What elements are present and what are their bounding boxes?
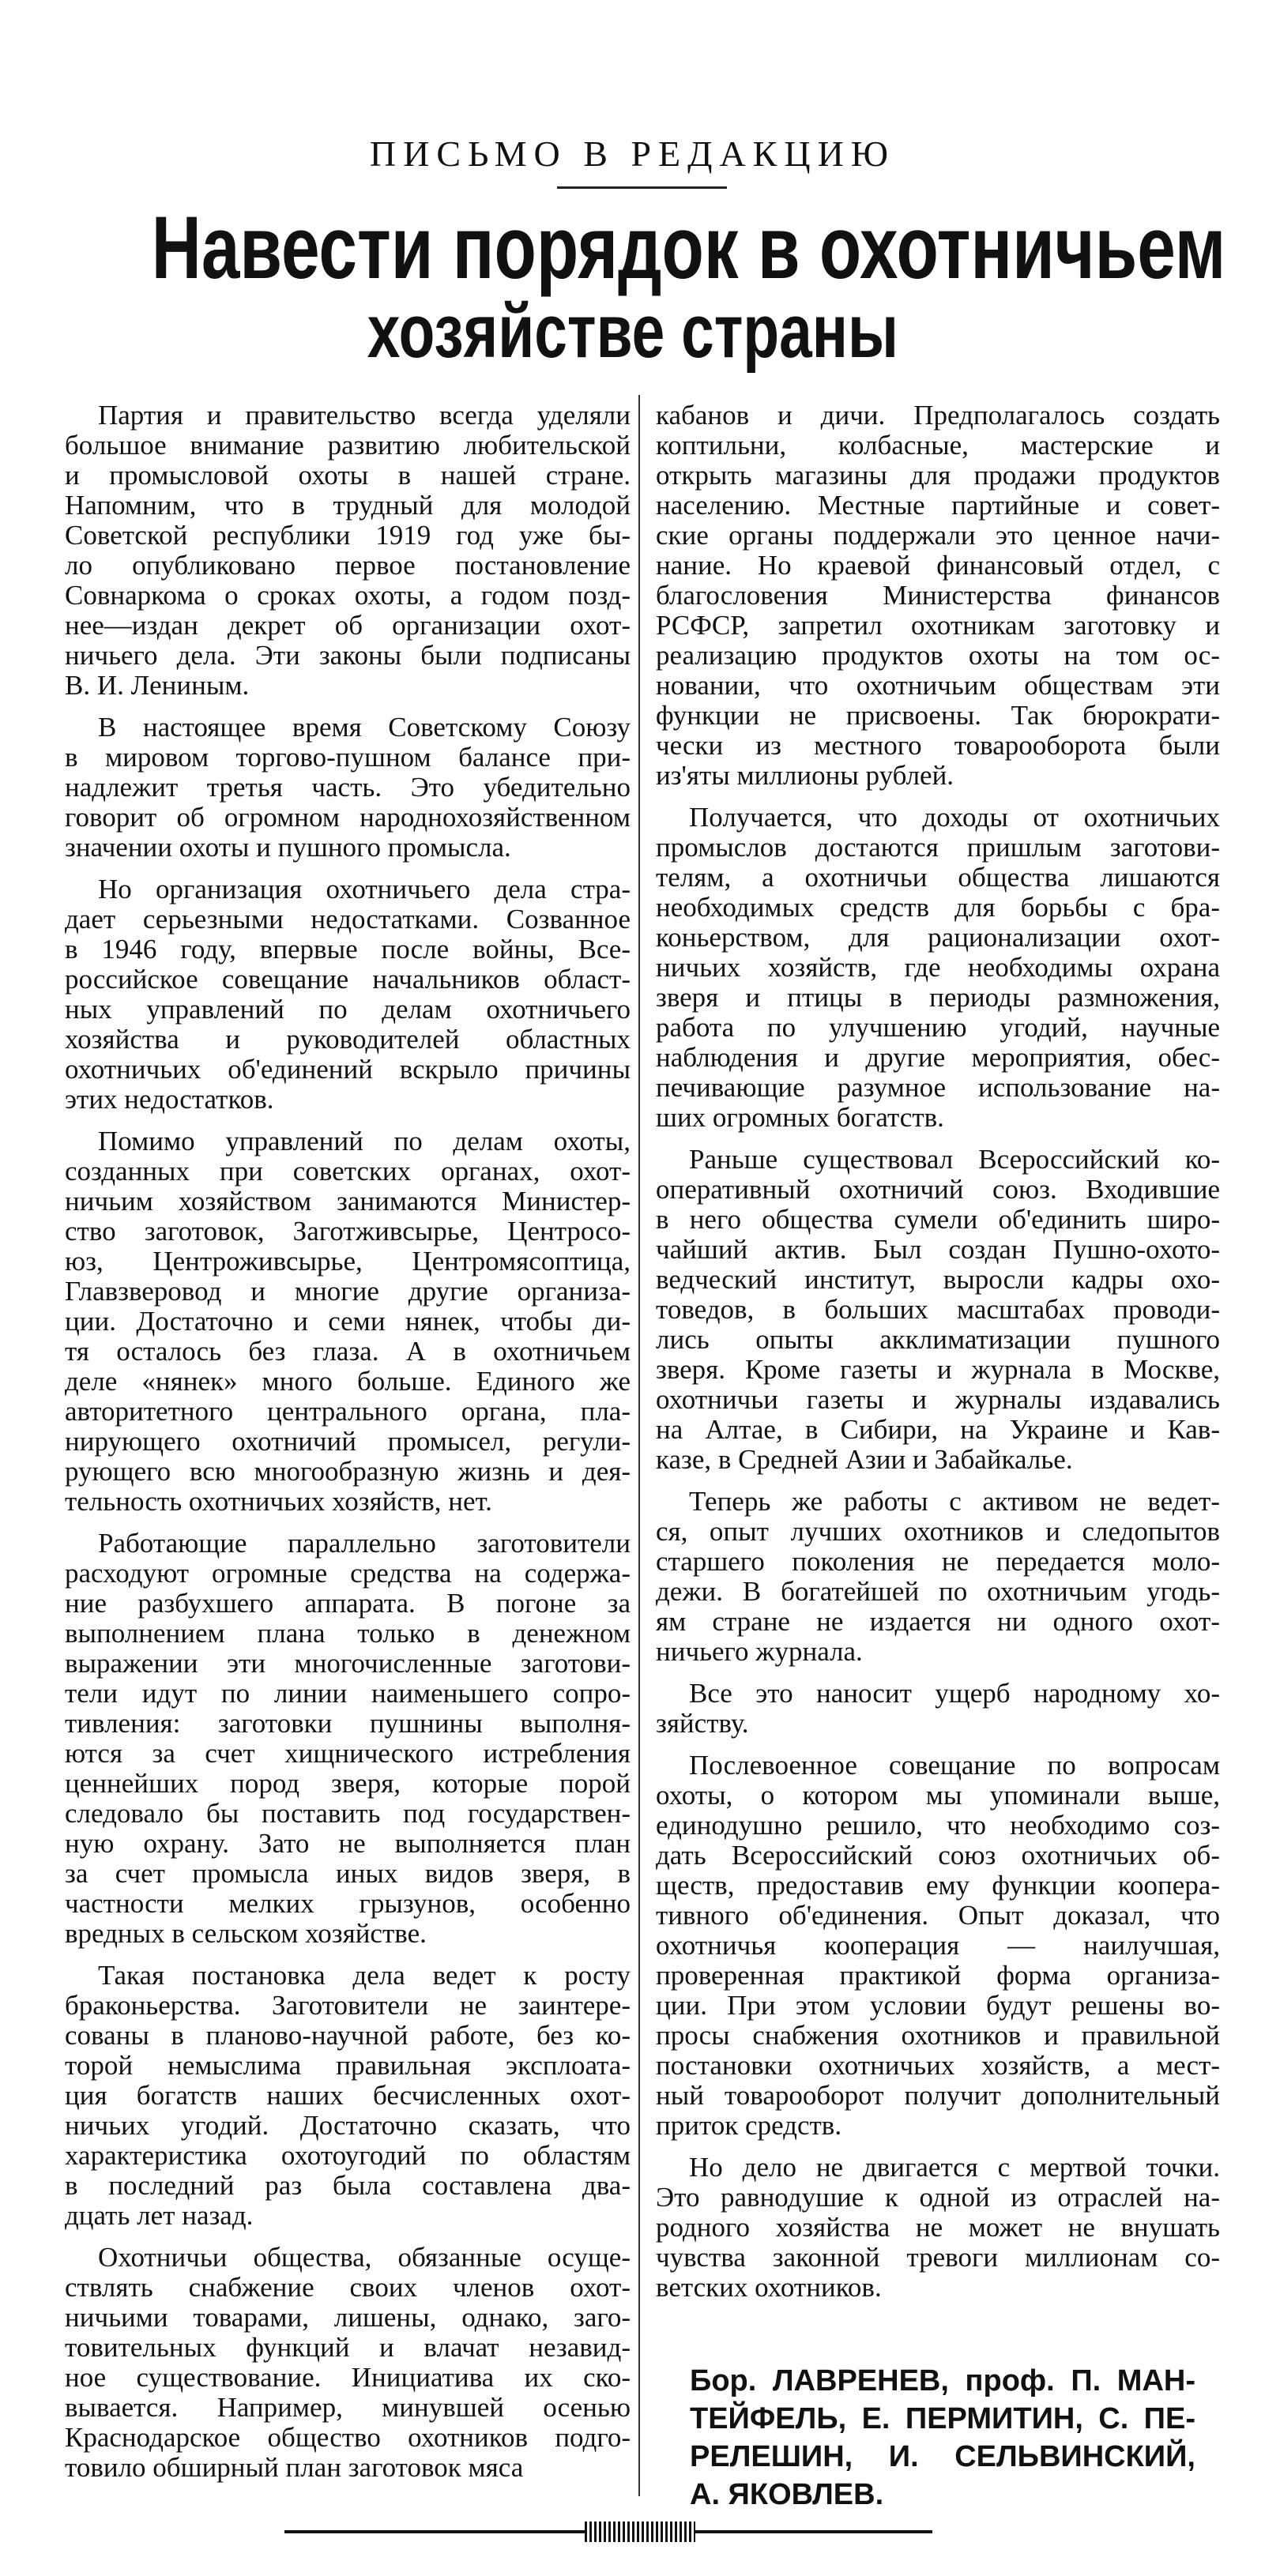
paragraph (65, 874, 631, 1115)
text-line: Все это наносит ущерб народному хо- (689, 1679, 1220, 1709)
column-divider (638, 395, 640, 2496)
text-line: Раньше существовал Всероссийский ко- (689, 1145, 1220, 1175)
text-line: в 1946 году, впервые после войны, Все- (65, 935, 631, 965)
headline-text: хозяйстве страны (367, 289, 898, 374)
text-line: Послевоенное совещание по вопросам (689, 1751, 1220, 1781)
text-line: просы снабжения охотников и правильной (656, 2021, 1220, 2051)
text-line: ся, опыт лучших охотников и следопытов (656, 1517, 1220, 1547)
text-line: охотничьи газеты и журналы издавались (656, 1385, 1220, 1415)
text-line: браконьерства. Заготовители не заинтере- (65, 1991, 631, 2021)
paragraph (656, 1487, 1220, 1667)
text-line: коптильни, колбасные, мастерские и (656, 431, 1220, 461)
text-line: функции не присвоены. Так бюрократи- (656, 701, 1220, 731)
paragraph (65, 1529, 631, 1949)
text-line: товедов, в больших масштабах проводи- (656, 1295, 1220, 1325)
text-line: печивающие разумное использование на- (656, 1073, 1220, 1103)
text-line: следовало бы поставить под государствен- (65, 1799, 631, 1829)
headline-line-2 (0, 289, 1265, 374)
text-line: коньерством, для рационализации охот- (656, 923, 1220, 953)
text-line: характеристика охотоугодий по областям (65, 2141, 631, 2171)
text-line: необходимых средств для борьбы с бра- (656, 893, 1220, 923)
text-line: лись опыты акклиматизации пушного (656, 1325, 1220, 1355)
text-line: реализацию продуктов охоты на том ос- (656, 641, 1220, 671)
text-line: Теперь же работы с активом не ведет- (689, 1487, 1220, 1517)
text-line: зверя и птицы в периоды размножения, (656, 983, 1220, 1013)
text-line: охотничья кооперация — наилучшая, (656, 1931, 1220, 1961)
text-line: тивного об'единения. Опыт доказал, что (656, 1901, 1220, 1931)
text-line: в него общества сумели об'единить широ- (656, 1205, 1220, 1235)
text-line: ценнейших пород зверя, которые порой (65, 1769, 631, 1799)
text-line: товило обширный план заготовок мяса (65, 2453, 524, 2483)
text-line: ствлять снабжение своих членов охот- (65, 2273, 631, 2303)
signature-line: ТЕЙФЕЛЬ, Е. ПЕРМИТИН, С. ПЕ- (690, 2402, 1195, 2435)
text-line: проверенная практикой форма организа- (656, 1961, 1220, 1991)
paragraph (65, 2243, 631, 2483)
text-line: ное существование. Инициатива их ско- (65, 2363, 631, 2393)
text-line: ничьих угодий. Достаточно сказать, что (65, 2111, 631, 2141)
article-column-left (65, 401, 631, 2495)
text-line: частности мелких грызунов, особенно (65, 1889, 631, 1919)
text-line: дать Всероссийский союз охотничьих об- (656, 1841, 1220, 1871)
text-line: ции. При этом условии будут решены во- (656, 1991, 1220, 2021)
paragraph (65, 713, 631, 863)
text-line: старшего поколения не передается моло- (656, 1547, 1220, 1577)
text-line: ничьим хозяйством занимаются Министер- (65, 1186, 631, 1217)
paragraph (65, 401, 631, 701)
text-line: чайший актив. Был создан Пушно-охото- (656, 1235, 1220, 1265)
text-line: нее—издан декрет об организации охот- (65, 611, 631, 641)
text-line: нирующего охотничий промысел, регули- (65, 1427, 631, 1457)
text-line: казе, в Средней Азии и Забайкалье. (656, 1445, 1073, 1475)
text-line: созданных при советских органах, охот- (65, 1156, 631, 1186)
text-line: Помимо управлений по делам охоты, (98, 1126, 631, 1156)
text-line: тели идут по линии наименьшего сопро- (65, 1679, 631, 1709)
text-line: торой немыслима правильная эксплоата- (65, 2051, 631, 2081)
text-line: ние разбухшего аппарата. В погоне за (65, 1589, 631, 1619)
text-line: ются за счет хищнического истребления (65, 1739, 631, 1769)
paragraph (656, 1145, 1220, 1475)
text-line: дает серьезными недостатками. Созванное (65, 904, 631, 935)
text-line: вредных в сельском хозяйстве. (65, 1919, 427, 1949)
text-line: тя осталось без глаза. А в охотничьем (65, 1337, 631, 1367)
text-line: ям стране не издается ни одного охот- (656, 1607, 1220, 1637)
text-line: благословения Министерства финансов (656, 581, 1220, 611)
text-line: ших огромных богатств. (656, 1103, 944, 1133)
text-line: российское совещание начальников област- (65, 965, 631, 995)
text-line: выполнением плана только в денежном (65, 1619, 631, 1649)
text-line: В. И. Лениным. (65, 671, 250, 701)
text-line: промыслов достаются пришлым заготови- (656, 833, 1220, 863)
paragraph (65, 1961, 631, 2231)
rubric-rule (557, 186, 727, 189)
text-line: единодушно решило, что необходимо соз- (656, 1811, 1220, 1841)
text-line: Главзверовод и многие другие организа- (65, 1277, 631, 1307)
text-line: чувства законной тревоги миллионам со- (656, 2243, 1220, 2273)
text-line: Но дело не двигается с мертвой точки. (689, 2153, 1220, 2183)
text-line: надлежит третья часть. Это убедительно (65, 773, 631, 803)
text-line: рующего всю многообразную жизнь и дея- (65, 1457, 631, 1487)
text-line: и промысловой охоты в нашей стране. (65, 461, 631, 491)
text-line: Такая постановка дела ведет к росту (98, 1961, 631, 1991)
text-line: работа по улучшению угодий, научные (656, 1013, 1220, 1043)
text-line: В настоящее время Советскому Союзу (98, 713, 631, 743)
text-line: большое внимание развитию любительской (65, 431, 631, 461)
paragraph (656, 1751, 1220, 2141)
text-line: Получается, что доходы от охотничьих (689, 803, 1220, 833)
text-line: Краснодарское общество охотников подго- (65, 2423, 631, 2453)
text-line: РСФСР, запретил охотникам заготовку и (656, 611, 1220, 641)
text-line: Это равнодушие к одной из отраслей на- (656, 2183, 1220, 2213)
text-line: родного хозяйства не может не внушать (656, 2213, 1220, 2243)
text-line: охоты, о котором мы упоминали выше, (656, 1781, 1220, 1811)
text-line: нание. Но краевой финансовый отдел, с (656, 551, 1220, 581)
text-line: кабанов и дичи. Предполагалось создать (656, 401, 1220, 431)
text-line: чески из местного товарооборота были (656, 731, 1220, 761)
text-line: на Алтае, в Сибири, на Украине и Кав- (656, 1415, 1220, 1445)
text-line: этих недостатков. (65, 1085, 274, 1115)
text-line: ничьих хозяйств, где необходимы охрана (656, 953, 1220, 983)
text-line: в мировом торгово-пушном балансе при- (65, 743, 631, 773)
text-line: из'яты миллионы рублей. (656, 761, 954, 791)
text-line: ных управлений по делам охотничьего (65, 995, 631, 1025)
text-line: ство заготовок, Заготживсырье, Центросо- (65, 1217, 631, 1247)
text-line: тивления: заготовки пушнины выполня- (65, 1709, 631, 1739)
headline-text: Навести порядок в охотничьем (151, 198, 1226, 297)
text-line: Советской республики 1919 год уже бы- (65, 521, 631, 551)
text-line: ществ, предоставив ему функции коопера- (656, 1871, 1220, 1901)
text-line: открыть магазины для продажи продуктов (656, 461, 1220, 491)
text-line: зяйству. (656, 1709, 749, 1739)
text-line: хозяйства и руководителей областных (65, 1025, 631, 1055)
signature-line: Бор. ЛАВРЕНЕВ, проф. П. МАН- (690, 2364, 1195, 2397)
text-line: ный товарооборот получит дополнительный (656, 2081, 1220, 2111)
text-line: ную охрану. Зато не выполняется план (65, 1829, 631, 1859)
text-line: говорит об огромном народнохозяйственном (65, 803, 631, 833)
text-line: новании, что охотничьим обществам эти (656, 671, 1220, 701)
paragraph (656, 803, 1220, 1133)
text-line: дцать лет назад. (65, 2201, 254, 2231)
text-line: юз, Центроживсырье, Центромясоптица, (65, 1247, 631, 1277)
text-line: Работающие параллельно заготовители (98, 1529, 631, 1559)
signature-line: РЕЛЕШИН, И. СЕЛЬВИНСКИЙ, (690, 2440, 1195, 2473)
text-line: Но организация охотничьего дела стра- (98, 874, 631, 904)
rubric-heading: ПИСЬМО В РЕДАКЦИЮ (369, 134, 896, 174)
text-line: ция богатств наших бесчисленных охот- (65, 2081, 631, 2111)
text-line: Напомним, что в трудный для молодой (65, 491, 631, 521)
text-line: Партия и правительство всегда уделяли (98, 401, 631, 431)
signature-line: А. ЯКОВЛЕВ. (690, 2478, 884, 2511)
text-line: постановки охотничьих хозяйств, а мест- (656, 2051, 1220, 2081)
bottom-ornament (585, 2521, 695, 2542)
text-line: ведческий институт, выросли кадры охо- (656, 1265, 1220, 1295)
text-line: вывается. Например, минувшей осенью (65, 2393, 631, 2423)
text-line: оперативный охотничий союз. Входившие (656, 1175, 1220, 1205)
text-line: наблюдения и другие мероприятия, обес- (656, 1043, 1220, 1073)
text-line: ции. Достаточно и семи нянек, чтобы ди- (65, 1307, 631, 1337)
text-line: дежи. В богатейшей по охотничьим угодь- (656, 1577, 1220, 1607)
text-line: Охотничьи общества, обязанные осуще- (98, 2243, 631, 2273)
text-line: ветских охотников. (656, 2273, 882, 2303)
text-line: авторитетного центрального органа, пла- (65, 1397, 631, 1427)
paragraph (656, 1679, 1220, 1739)
text-line: за счет промысла иных видов зверя, в (65, 1859, 631, 1889)
text-line: зверя. Кроме газеты и журнала в Москве, (656, 1355, 1220, 1385)
text-line: ские органы поддержали это ценное начи- (656, 521, 1220, 551)
text-line: ничьего дела. Эти законы были подписаны (65, 641, 631, 671)
article-column-right (656, 401, 1220, 2315)
text-line: тельность охотничьих хозяйств, нет. (65, 1487, 492, 1517)
text-line: ничьего журнала. (656, 1637, 863, 1667)
text-line: ло опубликовано первое постановление (65, 551, 631, 581)
text-line: Совнаркома о сроках охоты, а годом позд- (65, 581, 631, 611)
headline-line-1 (0, 198, 1265, 297)
text-line: приток средств. (656, 2111, 842, 2141)
bottom-rule-left (284, 2530, 585, 2533)
text-line: товительных функций и влачат незавид- (65, 2333, 631, 2363)
signature-block (690, 2362, 1195, 2514)
text-line: значении охоты и пушного промысла. (65, 833, 511, 863)
text-line: деле «нянек» много больше. Единого же (65, 1367, 631, 1397)
text-line: телям, а охотничьи общества лишаются (656, 863, 1220, 893)
paragraph (656, 401, 1220, 791)
text-line: сованы в планово-научной работе, без ко- (65, 2021, 631, 2051)
paragraph (65, 1126, 631, 1517)
text-line: населению. Местные партийные и совет- (656, 491, 1220, 521)
text-line: ничьими товарами, лишены, однако, заго- (65, 2303, 631, 2333)
text-line: выражении эти многочисленные заготови- (65, 1649, 631, 1679)
bottom-rule-right (695, 2530, 932, 2533)
paragraph (656, 2153, 1220, 2303)
text-line: расходуют огромные средства на содержа- (65, 1559, 631, 1589)
text-line: в последний раз была составлена два- (65, 2171, 631, 2201)
text-line: охотничьих об'единений вскрыло причины (65, 1055, 631, 1085)
